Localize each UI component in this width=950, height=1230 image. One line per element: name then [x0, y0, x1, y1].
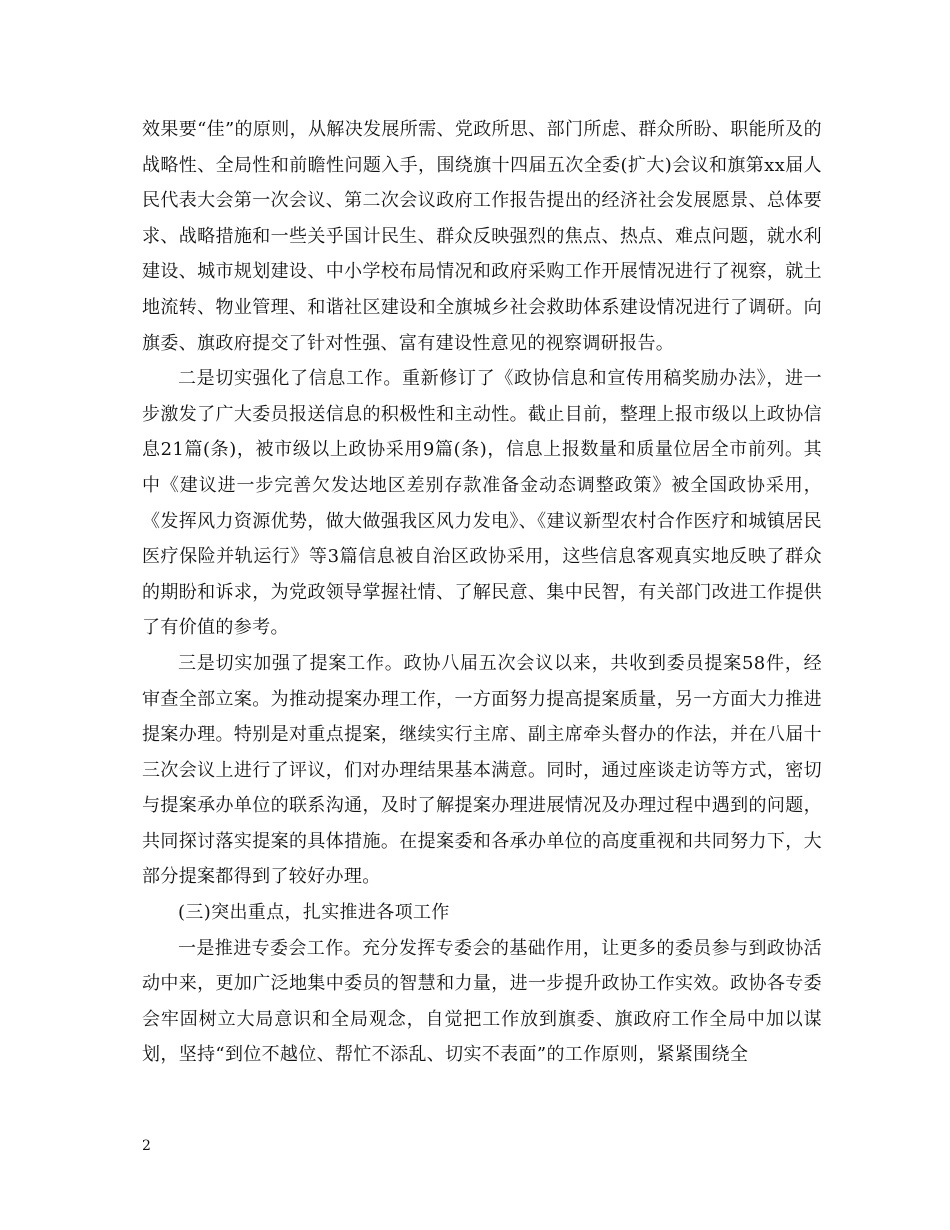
page-number: 2	[142, 1138, 151, 1154]
paragraph-committee-work: 一是推进专委会工作。充分发挥专委会的基础作用，让更多的委员参与到政协活动中来，更加广泛地集中委员的智慧和力量，进一步提升政协工作实效。政协各专委会牢固树立大局意识和全局观念，自觉把工作放到旗委、旗政府工作全局中加以谋划，坚持“到位不越位、帮忙不添乱、切实不表面”的工作原则，紧紧围绕全	[142, 937, 822, 1066]
paragraph-proposal-work: 三是切实加强了提案工作。政协八届五次会议以来，共收到委员提案58件，经审查全部立案。为推动提案办理工作，一方面努力提高提案质量，另一方面大力推进提案办理。特别是对重点提案，继续实行主席、副主席牵头督办的作法，并在八届十三次会议上进行了评议，们对办理结果基本满意。同时，通过座谈走访等方式，密切与提案承办单位的联系沟通，及时了解提案办理进展情况及办理过程中遇到的问题，共同探讨落实提案的具体措施。在提案委和各承办单位的高度重视和共同努力下，大部分提案都得到了较好办理。	[142, 652, 822, 888]
body-text	[142, 112, 822, 1073]
section-heading: (三)突出重点，扎实推进各项工作	[178, 902, 450, 924]
paragraph-continuation: 效果要“佳”的原则，从解决发展所需、党政所思、部门所虑、群众所盼、职能所及的战略性、全局性和前瞻性问题入手，围绕旗十四届五次全委(扩大)会议和旗第xx届人民代表大会第一次会议、第二次会议政府工作报告提出的经济社会发展愿景、总体要求、战略措施和一些关乎国计民生、群众反映强烈的焦点、热点、难点问题，就水利建设、城市规划建设、中小学校布局情况和政府采购工作开展情况进行了视察，就土地流转、物业管理、和谐社区建设和全旗城乡社会救助体系建设情况进行了调研。向旗委、旗政府提交了针对性强、富有建设性意见的视察调研报告。	[142, 119, 822, 354]
paragraph-information-work: 二是切实强化了信息工作。重新修订了《政协信息和宣传用稿奖励办法》，进一步激发了广大委员报送信息的积极性和主动性。截止目前，整理上报市级以上政协信息21篇(条)，被市级以上政协采用9篇(条)，信息上报数量和质量位居全市前列。其中《建议进一步完善欠发达地区差别存款准备金动态调整政策》被全国政协采用，《发挥风力资源优势，做大做强我区风力发电》、《建议新型农村合作医疗和城镇居民医疗保险并轨运行》等3篇信息被自治区政协采用，这些信息客观真实地反映了群众的期盼和诉求，为党政领导掌握社情、了解民意、集中民智，有关部门改进工作提供了有价值的参考。	[142, 368, 822, 639]
